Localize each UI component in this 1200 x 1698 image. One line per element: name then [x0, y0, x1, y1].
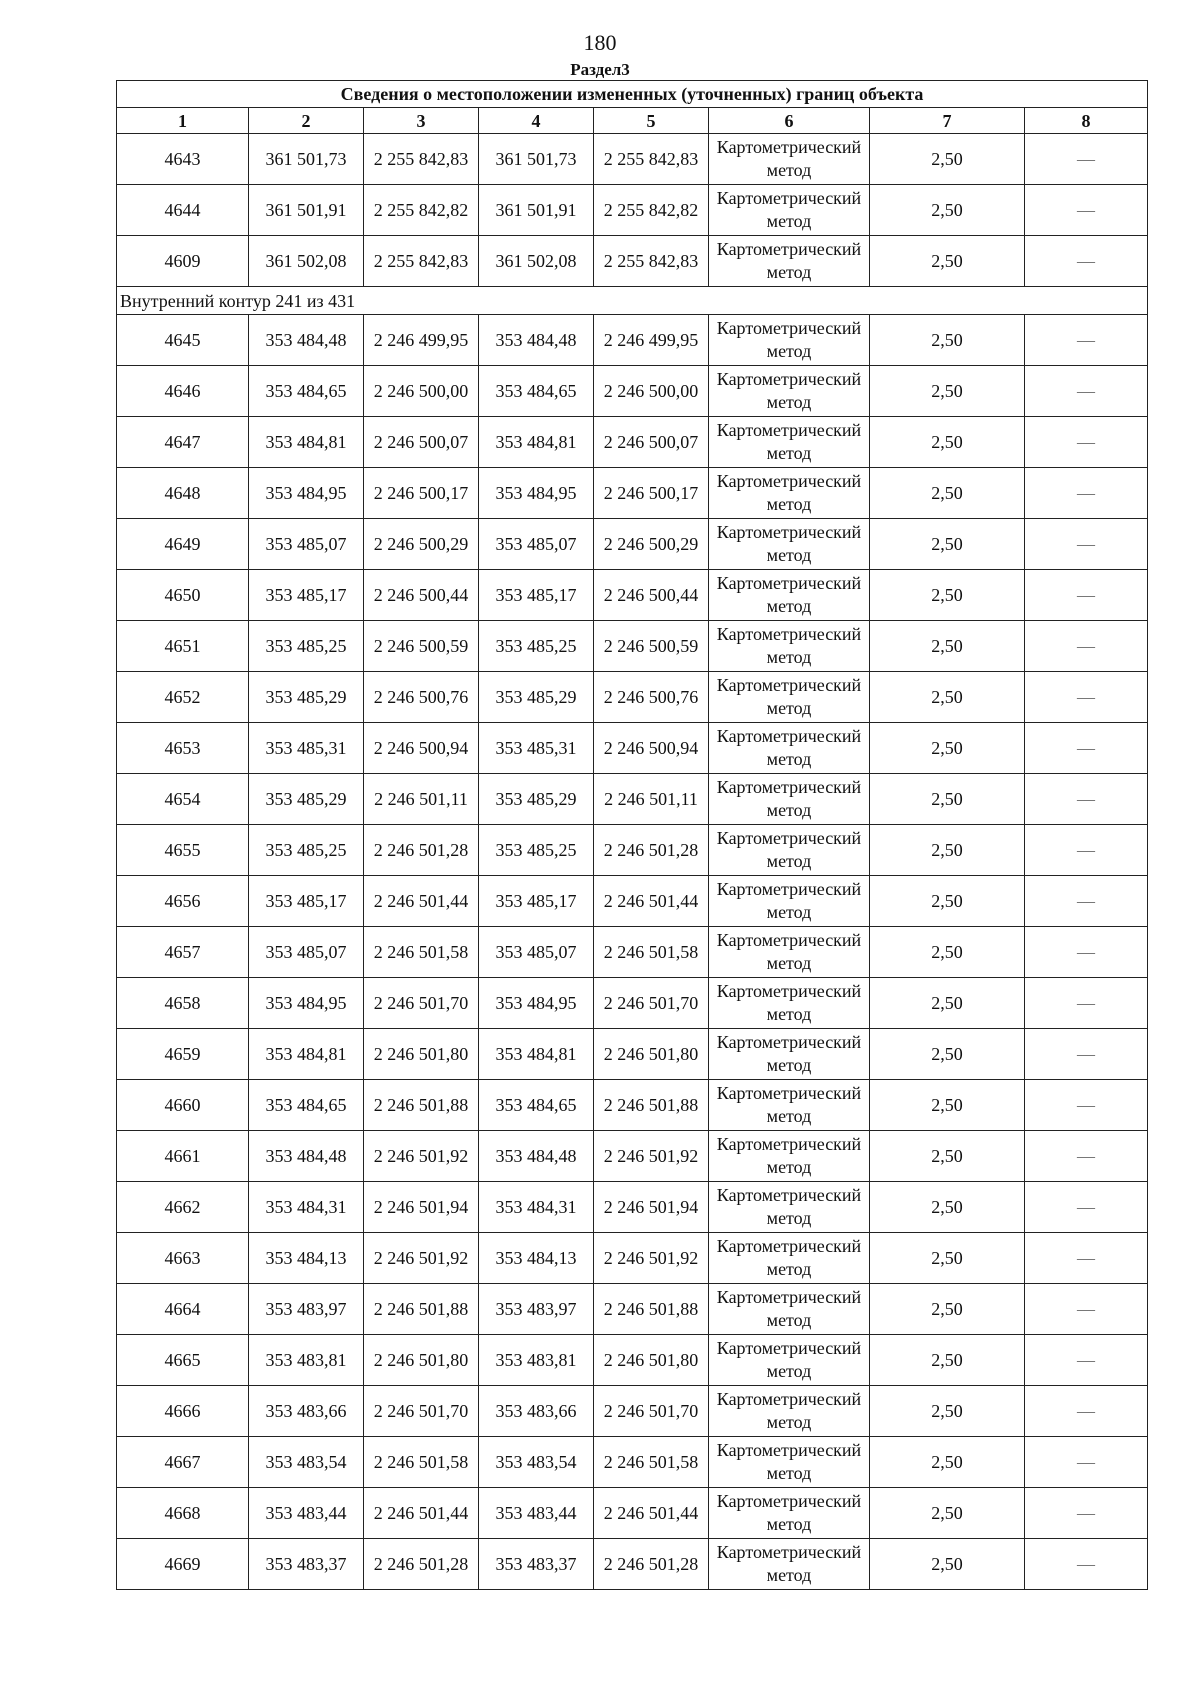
y-old-cell: 2 246 501,88: [364, 1284, 479, 1335]
contour-label: Внутренний контур 241 из 431: [117, 287, 1148, 315]
x-old-cell: 353 484,48: [249, 315, 364, 366]
y-old-cell: 2 246 501,28: [364, 1539, 479, 1590]
method-cell: Картометрический метод: [709, 366, 870, 417]
y-old-cell: 2 246 501,88: [364, 1080, 479, 1131]
column-number: 5: [594, 108, 709, 134]
y-old-cell: 2 246 501,80: [364, 1335, 479, 1386]
point-number-cell: 4667: [117, 1437, 249, 1488]
table-row: [117, 621, 1148, 672]
point-number-cell: 4661: [117, 1131, 249, 1182]
y-old-cell: 2 255 842,83: [364, 236, 479, 287]
point-number-cell: 4655: [117, 825, 249, 876]
accuracy-cell: 2,50: [870, 1233, 1025, 1284]
method-cell: Картометрический метод: [709, 1080, 870, 1131]
accuracy-cell: 2,50: [870, 1131, 1025, 1182]
y-old-cell: 2 246 501,70: [364, 1386, 479, 1437]
table-row: [117, 468, 1148, 519]
description-cell: —: [1025, 468, 1148, 519]
table-row: [117, 1335, 1148, 1386]
x-new-cell: 353 484,48: [479, 315, 594, 366]
accuracy-cell: 2,50: [870, 1080, 1025, 1131]
accuracy-cell: 2,50: [870, 1029, 1025, 1080]
point-number-cell: 4651: [117, 621, 249, 672]
description-cell: —: [1025, 1488, 1148, 1539]
point-number-cell: 4656: [117, 876, 249, 927]
x-new-cell: 353 484,65: [479, 366, 594, 417]
x-old-cell: 353 485,31: [249, 723, 364, 774]
description-cell: —: [1025, 1233, 1148, 1284]
y-new-cell: 2 246 501,70: [594, 978, 709, 1029]
description-cell: —: [1025, 927, 1148, 978]
method-cell: Картометрический метод: [709, 1488, 870, 1539]
x-old-cell: 353 484,65: [249, 1080, 364, 1131]
accuracy-cell: 2,50: [870, 1539, 1025, 1590]
y-new-cell: 2 246 501,28: [594, 825, 709, 876]
x-new-cell: 361 501,91: [479, 185, 594, 236]
description-cell: —: [1025, 876, 1148, 927]
accuracy-cell: 2,50: [870, 236, 1025, 287]
table-row: [117, 723, 1148, 774]
point-number-cell: 4659: [117, 1029, 249, 1080]
description-cell: —: [1025, 315, 1148, 366]
accuracy-cell: 2,50: [870, 417, 1025, 468]
y-new-cell: 2 255 842,83: [594, 134, 709, 185]
x-new-cell: 353 483,97: [479, 1284, 594, 1335]
method-cell: Картометрический метод: [709, 876, 870, 927]
y-old-cell: 2 246 499,95: [364, 315, 479, 366]
x-old-cell: 353 485,07: [249, 927, 364, 978]
accuracy-cell: 2,50: [870, 315, 1025, 366]
method-cell: Картометрический метод: [709, 723, 870, 774]
method-cell: Картометрический метод: [709, 1131, 870, 1182]
x-old-cell: 353 484,13: [249, 1233, 364, 1284]
table-row: [117, 1233, 1148, 1284]
table-title-row: [117, 81, 1148, 108]
y-old-cell: 2 246 501,58: [364, 927, 479, 978]
method-cell: Картометрический метод: [709, 1437, 870, 1488]
accuracy-cell: 2,50: [870, 774, 1025, 825]
column-number: 1: [117, 108, 249, 134]
column-number: 8: [1025, 108, 1148, 134]
description-cell: —: [1025, 621, 1148, 672]
method-cell: Картометрический метод: [709, 134, 870, 185]
table-row: [117, 570, 1148, 621]
accuracy-cell: 2,50: [870, 570, 1025, 621]
method-cell: Картометрический метод: [709, 1182, 870, 1233]
point-number-cell: 4660: [117, 1080, 249, 1131]
x-new-cell: 353 484,95: [479, 978, 594, 1029]
table-row: [117, 134, 1148, 185]
point-number-cell: 4665: [117, 1335, 249, 1386]
description-cell: —: [1025, 672, 1148, 723]
method-cell: Картометрический метод: [709, 468, 870, 519]
y-old-cell: 2 255 842,82: [364, 185, 479, 236]
table-row: [117, 774, 1148, 825]
y-old-cell: 2 246 500,76: [364, 672, 479, 723]
y-new-cell: 2 246 501,44: [594, 1488, 709, 1539]
y-new-cell: 2 246 500,07: [594, 417, 709, 468]
y-old-cell: 2 246 500,07: [364, 417, 479, 468]
table-row: [117, 1386, 1148, 1437]
table-row: [117, 1284, 1148, 1335]
table-row: [117, 876, 1148, 927]
description-cell: —: [1025, 774, 1148, 825]
x-old-cell: 361 501,91: [249, 185, 364, 236]
description-cell: —: [1025, 1080, 1148, 1131]
table-row: [117, 1182, 1148, 1233]
x-new-cell: 353 485,25: [479, 825, 594, 876]
x-new-cell: 353 484,81: [479, 1029, 594, 1080]
y-new-cell: 2 246 501,80: [594, 1029, 709, 1080]
table-row: [117, 1131, 1148, 1182]
x-old-cell: 353 485,25: [249, 621, 364, 672]
table-row: [117, 366, 1148, 417]
contour-row: [117, 287, 1148, 315]
point-number-cell: 4662: [117, 1182, 249, 1233]
point-number-cell: 4650: [117, 570, 249, 621]
x-new-cell: 353 485,07: [479, 519, 594, 570]
x-old-cell: 353 484,95: [249, 468, 364, 519]
description-cell: —: [1025, 1539, 1148, 1590]
accuracy-cell: 2,50: [870, 876, 1025, 927]
y-new-cell: 2 255 842,83: [594, 236, 709, 287]
method-cell: Картометрический метод: [709, 825, 870, 876]
x-old-cell: 353 485,17: [249, 570, 364, 621]
method-cell: Картометрический метод: [709, 978, 870, 1029]
table-title: Сведения о местоположении измененных (уточненных) границ объекта: [117, 81, 1148, 108]
table-row: [117, 185, 1148, 236]
x-old-cell: 353 484,48: [249, 1131, 364, 1182]
x-old-cell: 353 485,29: [249, 774, 364, 825]
description-cell: —: [1025, 1437, 1148, 1488]
method-cell: Картометрический метод: [709, 1029, 870, 1080]
method-cell: Картометрический метод: [709, 185, 870, 236]
y-old-cell: 2 246 500,00: [364, 366, 479, 417]
x-new-cell: 353 485,25: [479, 621, 594, 672]
y-old-cell: 2 246 501,58: [364, 1437, 479, 1488]
description-cell: —: [1025, 723, 1148, 774]
y-new-cell: 2 246 500,17: [594, 468, 709, 519]
y-new-cell: 2 246 501,70: [594, 1386, 709, 1437]
accuracy-cell: 2,50: [870, 825, 1025, 876]
method-cell: Картометрический метод: [709, 1233, 870, 1284]
y-new-cell: 2 246 500,29: [594, 519, 709, 570]
coordinates-table: [116, 80, 1148, 1590]
column-number-row: [117, 108, 1148, 134]
method-cell: Картометрический метод: [709, 672, 870, 723]
y-new-cell: 2 246 501,11: [594, 774, 709, 825]
point-number-cell: 4664: [117, 1284, 249, 1335]
x-new-cell: 353 484,65: [479, 1080, 594, 1131]
y-new-cell: 2 246 501,28: [594, 1539, 709, 1590]
method-cell: Картометрический метод: [709, 417, 870, 468]
point-number-cell: 4645: [117, 315, 249, 366]
x-new-cell: 361 502,08: [479, 236, 594, 287]
table-row: [117, 1080, 1148, 1131]
method-cell: Картометрический метод: [709, 315, 870, 366]
table-row: [117, 825, 1148, 876]
description-cell: —: [1025, 134, 1148, 185]
x-new-cell: 353 485,17: [479, 876, 594, 927]
point-number-cell: 4653: [117, 723, 249, 774]
y-old-cell: 2 246 501,92: [364, 1233, 479, 1284]
description-cell: —: [1025, 236, 1148, 287]
description-cell: —: [1025, 1131, 1148, 1182]
x-old-cell: 353 485,07: [249, 519, 364, 570]
y-new-cell: 2 255 842,82: [594, 185, 709, 236]
point-number-cell: 4649: [117, 519, 249, 570]
point-number-cell: 4666: [117, 1386, 249, 1437]
point-number-cell: 4644: [117, 185, 249, 236]
method-cell: Картометрический метод: [709, 1386, 870, 1437]
accuracy-cell: 2,50: [870, 672, 1025, 723]
table-body: [117, 81, 1148, 1590]
x-new-cell: 353 483,54: [479, 1437, 594, 1488]
x-new-cell: 353 484,81: [479, 417, 594, 468]
y-old-cell: 2 246 500,44: [364, 570, 479, 621]
y-new-cell: 2 246 500,94: [594, 723, 709, 774]
y-new-cell: 2 246 500,00: [594, 366, 709, 417]
x-new-cell: 353 483,37: [479, 1539, 594, 1590]
description-cell: —: [1025, 417, 1148, 468]
y-old-cell: 2 246 501,28: [364, 825, 479, 876]
y-new-cell: 2 246 501,58: [594, 927, 709, 978]
method-cell: Картометрический метод: [709, 1539, 870, 1590]
description-cell: —: [1025, 825, 1148, 876]
x-old-cell: 353 484,81: [249, 417, 364, 468]
y-new-cell: 2 246 501,58: [594, 1437, 709, 1488]
method-cell: Картометрический метод: [709, 621, 870, 672]
y-new-cell: 2 246 501,92: [594, 1233, 709, 1284]
method-cell: Картометрический метод: [709, 774, 870, 825]
section-label: Раздел3: [570, 60, 630, 79]
y-new-cell: 2 246 500,76: [594, 672, 709, 723]
point-number-cell: 4646: [117, 366, 249, 417]
y-old-cell: 2 246 500,17: [364, 468, 479, 519]
description-cell: —: [1025, 185, 1148, 236]
accuracy-cell: 2,50: [870, 1335, 1025, 1386]
accuracy-cell: 2,50: [870, 1437, 1025, 1488]
x-new-cell: 353 484,13: [479, 1233, 594, 1284]
y-new-cell: 2 246 500,44: [594, 570, 709, 621]
column-number: 3: [364, 108, 479, 134]
x-new-cell: 353 483,44: [479, 1488, 594, 1539]
table-row: [117, 519, 1148, 570]
y-old-cell: 2 246 500,29: [364, 519, 479, 570]
accuracy-cell: 2,50: [870, 1488, 1025, 1539]
method-cell: Картометрический метод: [709, 519, 870, 570]
point-number-cell: 4669: [117, 1539, 249, 1590]
x-new-cell: 353 484,95: [479, 468, 594, 519]
accuracy-cell: 2,50: [870, 723, 1025, 774]
x-old-cell: 353 484,81: [249, 1029, 364, 1080]
table-row: [117, 1488, 1148, 1539]
y-old-cell: 2 246 501,44: [364, 876, 479, 927]
accuracy-cell: 2,50: [870, 1284, 1025, 1335]
y-old-cell: 2 246 501,92: [364, 1131, 479, 1182]
method-cell: Картометрический метод: [709, 1284, 870, 1335]
description-cell: —: [1025, 1284, 1148, 1335]
y-old-cell: 2 246 501,80: [364, 1029, 479, 1080]
x-new-cell: 361 501,73: [479, 134, 594, 185]
point-number-cell: 4648: [117, 468, 249, 519]
column-number: 7: [870, 108, 1025, 134]
x-new-cell: 353 485,29: [479, 774, 594, 825]
point-number-cell: 4643: [117, 134, 249, 185]
x-old-cell: 353 485,29: [249, 672, 364, 723]
y-old-cell: 2 246 501,44: [364, 1488, 479, 1539]
y-new-cell: 2 246 499,95: [594, 315, 709, 366]
point-number-cell: 4663: [117, 1233, 249, 1284]
x-old-cell: 353 484,95: [249, 978, 364, 1029]
point-number-cell: 4647: [117, 417, 249, 468]
x-new-cell: 353 484,48: [479, 1131, 594, 1182]
description-cell: —: [1025, 1386, 1148, 1437]
x-old-cell: 353 485,25: [249, 825, 364, 876]
point-number-cell: 4668: [117, 1488, 249, 1539]
description-cell: —: [1025, 570, 1148, 621]
x-old-cell: 353 483,97: [249, 1284, 364, 1335]
y-old-cell: 2 246 500,59: [364, 621, 479, 672]
description-cell: —: [1025, 1335, 1148, 1386]
method-cell: Картометрический метод: [709, 236, 870, 287]
table-row: [117, 417, 1148, 468]
table-row: [117, 978, 1148, 1029]
description-cell: —: [1025, 366, 1148, 417]
method-cell: Картометрический метод: [709, 570, 870, 621]
accuracy-cell: 2,50: [870, 927, 1025, 978]
y-new-cell: 2 246 500,59: [594, 621, 709, 672]
x-new-cell: 353 484,31: [479, 1182, 594, 1233]
accuracy-cell: 2,50: [870, 978, 1025, 1029]
x-old-cell: 353 483,37: [249, 1539, 364, 1590]
x-old-cell: 353 483,54: [249, 1437, 364, 1488]
x-new-cell: 353 485,31: [479, 723, 594, 774]
y-old-cell: 2 255 842,83: [364, 134, 479, 185]
accuracy-cell: 2,50: [870, 1182, 1025, 1233]
column-number: 6: [709, 108, 870, 134]
x-old-cell: 353 483,81: [249, 1335, 364, 1386]
y-new-cell: 2 246 501,94: [594, 1182, 709, 1233]
accuracy-cell: 2,50: [870, 134, 1025, 185]
x-old-cell: 361 501,73: [249, 134, 364, 185]
x-old-cell: 353 483,66: [249, 1386, 364, 1437]
point-number-cell: 4609: [117, 236, 249, 287]
table-row: [117, 927, 1148, 978]
table-row: [117, 1539, 1148, 1590]
y-new-cell: 2 246 501,88: [594, 1284, 709, 1335]
x-old-cell: 353 484,31: [249, 1182, 364, 1233]
description-cell: —: [1025, 1182, 1148, 1233]
method-cell: Картометрический метод: [709, 927, 870, 978]
x-new-cell: 353 485,07: [479, 927, 594, 978]
x-old-cell: 353 484,65: [249, 366, 364, 417]
accuracy-cell: 2,50: [870, 1386, 1025, 1437]
x-old-cell: 353 485,17: [249, 876, 364, 927]
y-new-cell: 2 246 501,44: [594, 876, 709, 927]
table-row: [117, 315, 1148, 366]
accuracy-cell: 2,50: [870, 519, 1025, 570]
point-number-cell: 4652: [117, 672, 249, 723]
y-old-cell: 2 246 501,11: [364, 774, 479, 825]
point-number-cell: 4657: [117, 927, 249, 978]
y-new-cell: 2 246 501,92: [594, 1131, 709, 1182]
table-row: [117, 672, 1148, 723]
accuracy-cell: 2,50: [870, 468, 1025, 519]
y-old-cell: 2 246 501,94: [364, 1182, 479, 1233]
description-cell: —: [1025, 1029, 1148, 1080]
x-new-cell: 353 485,29: [479, 672, 594, 723]
y-old-cell: 2 246 501,70: [364, 978, 479, 1029]
table-row: [117, 236, 1148, 287]
point-number-cell: 4658: [117, 978, 249, 1029]
accuracy-cell: 2,50: [870, 621, 1025, 672]
y-old-cell: 2 246 500,94: [364, 723, 479, 774]
x-new-cell: 353 485,17: [479, 570, 594, 621]
x-old-cell: 361 502,08: [249, 236, 364, 287]
x-new-cell: 353 483,81: [479, 1335, 594, 1386]
accuracy-cell: 2,50: [870, 185, 1025, 236]
column-number: 4: [479, 108, 594, 134]
x-new-cell: 353 483,66: [479, 1386, 594, 1437]
accuracy-cell: 2,50: [870, 366, 1025, 417]
table-row: [117, 1029, 1148, 1080]
y-new-cell: 2 246 501,80: [594, 1335, 709, 1386]
table-row: [117, 1437, 1148, 1488]
point-number-cell: 4654: [117, 774, 249, 825]
description-cell: —: [1025, 978, 1148, 1029]
description-cell: —: [1025, 519, 1148, 570]
y-new-cell: 2 246 501,88: [594, 1080, 709, 1131]
x-old-cell: 353 483,44: [249, 1488, 364, 1539]
page-number: 180: [583, 30, 617, 55]
method-cell: Картометрический метод: [709, 1335, 870, 1386]
column-number: 2: [249, 108, 364, 134]
